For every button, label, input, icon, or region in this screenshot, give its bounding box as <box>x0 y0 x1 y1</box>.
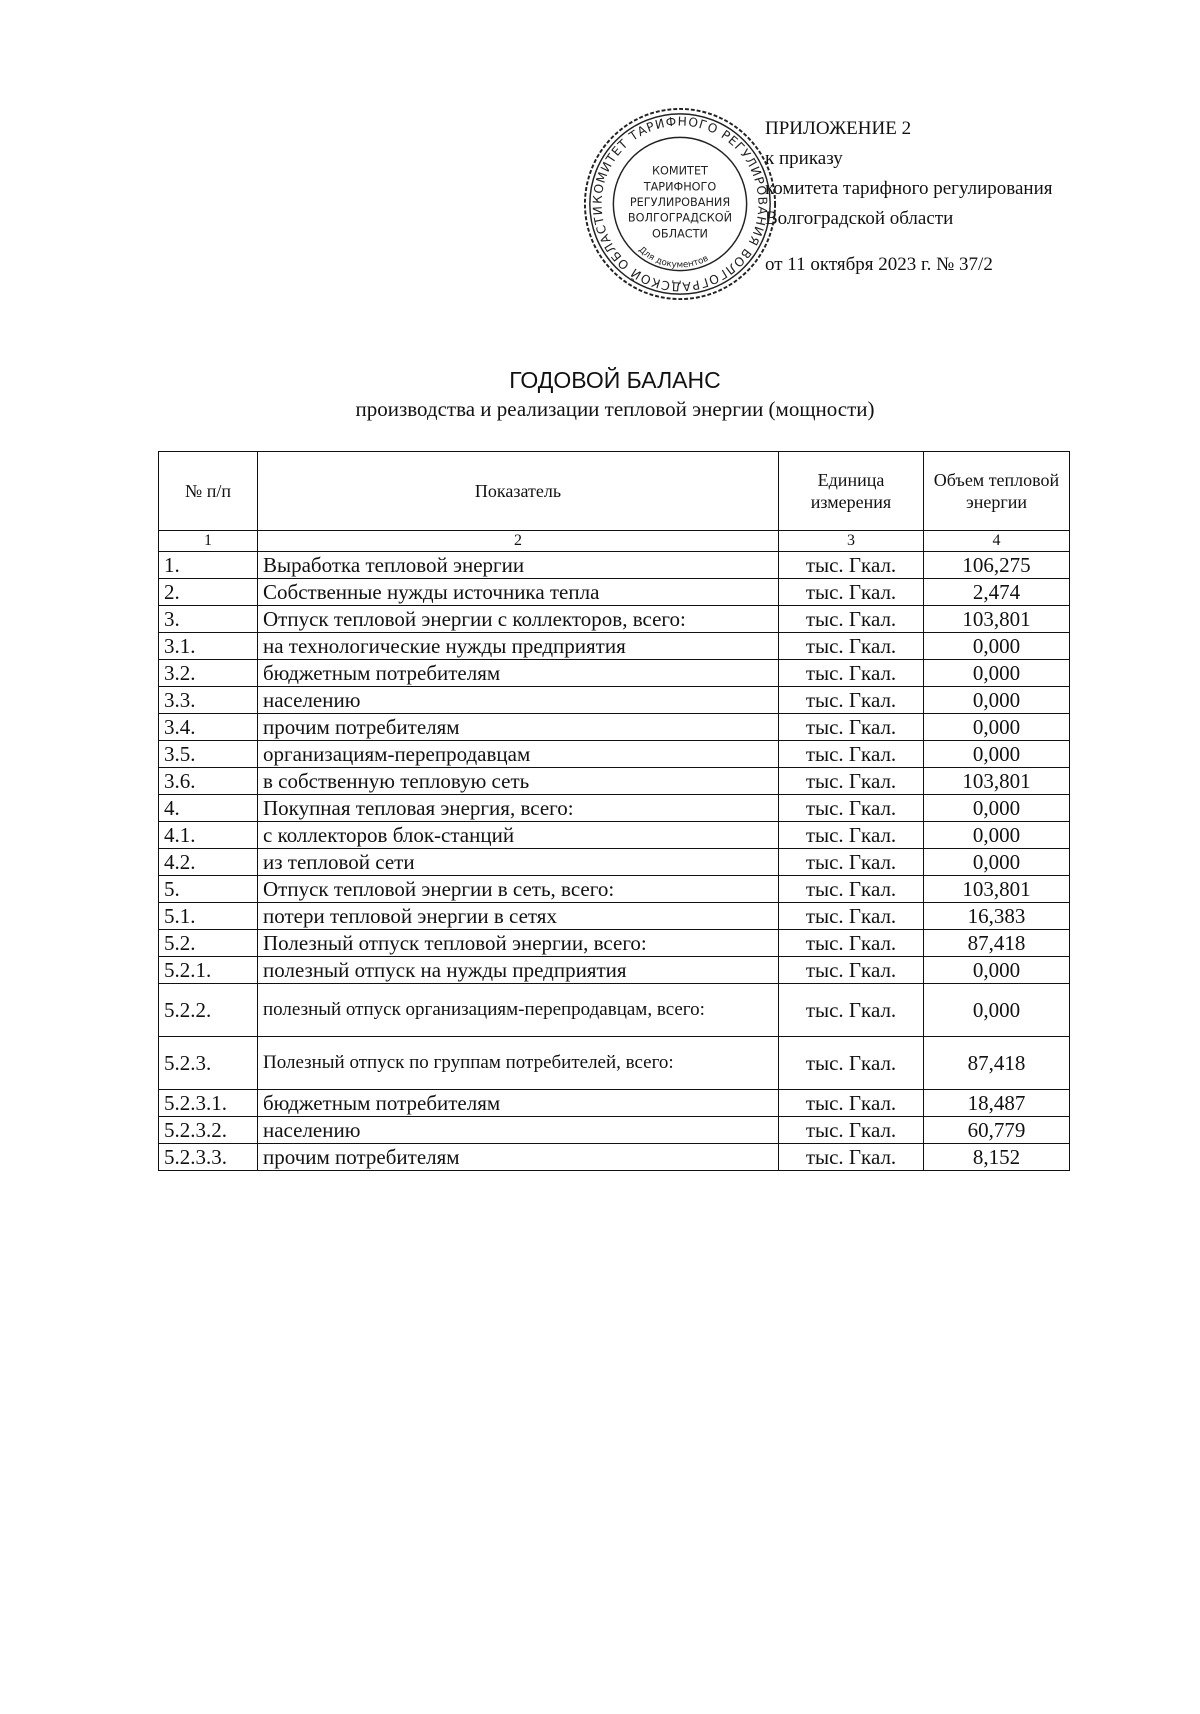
row-indicator: потери тепловой энергии в сетях <box>258 903 779 930</box>
document-title-block <box>0 365 1200 423</box>
row-code: 3.4. <box>159 714 258 741</box>
table-row <box>159 633 1070 660</box>
table-row <box>159 1144 1070 1171</box>
row-indicator: бюджетным потребителям <box>258 1090 779 1117</box>
header-gap <box>765 234 1053 250</box>
header-volume: Объем тепловой энергии <box>924 452 1070 531</box>
seal-line-2: ТАРИФНОГО <box>643 180 717 194</box>
row-code: 5.2.3.2. <box>159 1117 258 1144</box>
table-row <box>159 552 1070 579</box>
row-unit: тыс. Гкал. <box>779 768 924 795</box>
row-unit: тыс. Гкал. <box>779 903 924 930</box>
table-body <box>159 552 1070 1171</box>
seal-for-documents: Для документов <box>636 244 711 271</box>
row-code: 3.1. <box>159 633 258 660</box>
row-value: 0,000 <box>924 984 1070 1037</box>
seal-line-5: ОБЛАСТИ <box>652 227 708 241</box>
table-row <box>159 741 1070 768</box>
row-value: 0,000 <box>924 822 1070 849</box>
row-code: 5.2.1. <box>159 957 258 984</box>
seal-line-4: ВОЛГОГРАДСКОЙ <box>627 211 733 225</box>
seal-line-1: КОМИТЕТ <box>652 164 708 178</box>
row-code: 3.3. <box>159 687 258 714</box>
row-value: 0,000 <box>924 957 1070 984</box>
row-unit: тыс. Гкал. <box>779 1037 924 1090</box>
row-indicator: Отпуск тепловой энергии в сеть, всего: <box>258 876 779 903</box>
row-value: 0,000 <box>924 660 1070 687</box>
row-indicator: прочим потребителям <box>258 714 779 741</box>
row-code: 5.2. <box>159 930 258 957</box>
row-value: 87,418 <box>924 1037 1070 1090</box>
document-subtitle: производства и реализации тепловой энергии (мощности) <box>355 397 875 421</box>
row-code: 5.2.3.1. <box>159 1090 258 1117</box>
row-value: 16,383 <box>924 903 1070 930</box>
row-indicator: организациям-перепродавцам <box>258 741 779 768</box>
row-unit: тыс. Гкал. <box>779 552 924 579</box>
row-code: 5.2.2. <box>159 984 258 1037</box>
row-value: 103,801 <box>924 876 1070 903</box>
row-indicator: Полезный отпуск по группам потребителей, всего: <box>258 1037 779 1090</box>
row-indicator: бюджетным потребителям <box>258 660 779 687</box>
row-indicator: из тепловой сети <box>258 849 779 876</box>
header-indicator: Показатель <box>258 452 779 531</box>
row-unit: тыс. Гкал. <box>779 957 924 984</box>
region-name: Волгоградской области <box>765 208 954 229</box>
header-num: № п/п <box>159 452 258 531</box>
row-code: 3.5. <box>159 741 258 768</box>
row-indicator: Полезный отпуск тепловой энергии, всего: <box>258 930 779 957</box>
seal-line-3: РЕГУЛИРОВАНИЯ <box>629 195 731 209</box>
table-row <box>159 606 1070 633</box>
row-unit: тыс. Гкал. <box>779 930 924 957</box>
row-indicator: с коллекторов блок-станций <box>258 822 779 849</box>
order-reference: к приказу <box>765 148 843 169</box>
row-code: 5.2.3.3. <box>159 1144 258 1171</box>
row-unit: тыс. Гкал. <box>779 633 924 660</box>
appendix-label: ПРИЛОЖЕНИЕ 2 <box>765 118 912 139</box>
row-indicator: населению <box>258 687 779 714</box>
row-indicator: Покупная тепловая энергия, всего: <box>258 795 779 822</box>
column-number-row <box>159 531 1070 552</box>
row-unit: тыс. Гкал. <box>779 606 924 633</box>
table-row <box>159 822 1070 849</box>
row-indicator: Отпуск тепловой энергии с коллекторов, всего: <box>258 606 779 633</box>
row-code: 4.2. <box>159 849 258 876</box>
table-row <box>159 660 1070 687</box>
row-code: 3.2. <box>159 660 258 687</box>
row-value: 106,275 <box>924 552 1070 579</box>
table-row <box>159 903 1070 930</box>
table-header-row <box>159 452 1070 531</box>
svg-text:Для документов <box>636 245 710 270</box>
table-row <box>159 579 1070 606</box>
document-header <box>765 114 1053 280</box>
row-unit: тыс. Гкал. <box>779 849 924 876</box>
order-date-number: от 11 октября 2023 г. № 37/2 <box>765 254 993 275</box>
row-value: 0,000 <box>924 795 1070 822</box>
row-code: 4. <box>159 795 258 822</box>
row-unit: тыс. Гкал. <box>779 660 924 687</box>
row-code: 1. <box>159 552 258 579</box>
row-unit: тыс. Гкал. <box>779 741 924 768</box>
row-code: 3. <box>159 606 258 633</box>
table-row <box>159 930 1070 957</box>
row-value: 8,152 <box>924 1144 1070 1171</box>
row-indicator: прочим потребителям <box>258 1144 779 1171</box>
table-row <box>159 957 1070 984</box>
row-unit: тыс. Гкал. <box>779 1090 924 1117</box>
table-row <box>159 768 1070 795</box>
row-indicator: полезный отпуск на нужды предприятия <box>258 957 779 984</box>
row-code: 5.1. <box>159 903 258 930</box>
row-indicator: на технологические нужды предприятия <box>258 633 779 660</box>
row-unit: тыс. Гкал. <box>779 1117 924 1144</box>
row-value: 0,000 <box>924 849 1070 876</box>
row-value: 103,801 <box>924 606 1070 633</box>
heat-balance-table <box>158 451 1070 1171</box>
row-unit: тыс. Гкал. <box>779 822 924 849</box>
row-value: 103,801 <box>924 768 1070 795</box>
document-title: ГОДОВОЙ БАЛАНС <box>509 367 721 393</box>
row-value: 0,000 <box>924 633 1070 660</box>
row-indicator: Собственные нужды источника тепла <box>258 579 779 606</box>
table-row <box>159 687 1070 714</box>
table-row <box>159 714 1070 741</box>
row-code: 2. <box>159 579 258 606</box>
row-value: 2,474 <box>924 579 1070 606</box>
committee-name: комитета тарифного регулирования <box>765 178 1053 199</box>
column-number: 2 <box>258 531 779 552</box>
table-row <box>159 1117 1070 1144</box>
row-indicator: Выработка тепловой энергии <box>258 552 779 579</box>
official-seal-icon <box>582 106 778 302</box>
header-unit: Единица измерения <box>779 452 924 531</box>
table-row <box>159 1090 1070 1117</box>
row-code: 5. <box>159 876 258 903</box>
row-code: 4.1. <box>159 822 258 849</box>
row-indicator: полезный отпуск организациям-перепродавцам, всего: <box>258 984 779 1037</box>
row-unit: тыс. Гкал. <box>779 795 924 822</box>
row-unit: тыс. Гкал. <box>779 876 924 903</box>
row-value: 0,000 <box>924 714 1070 741</box>
table-row <box>159 795 1070 822</box>
table-row <box>159 984 1070 1037</box>
column-number: 4 <box>924 531 1070 552</box>
row-indicator: населению <box>258 1117 779 1144</box>
table-row <box>159 876 1070 903</box>
column-number: 1 <box>159 531 258 552</box>
row-code: 5.2.3. <box>159 1037 258 1090</box>
row-unit: тыс. Гкал. <box>779 579 924 606</box>
row-value: 0,000 <box>924 687 1070 714</box>
row-unit: тыс. Гкал. <box>779 984 924 1037</box>
row-value: 60,779 <box>924 1117 1070 1144</box>
row-code: 3.6. <box>159 768 258 795</box>
row-value: 18,487 <box>924 1090 1070 1117</box>
row-unit: тыс. Гкал. <box>779 714 924 741</box>
row-indicator: в собственную тепловую сеть <box>258 768 779 795</box>
row-unit: тыс. Гкал. <box>779 687 924 714</box>
row-unit: тыс. Гкал. <box>779 1144 924 1171</box>
table-row <box>159 849 1070 876</box>
row-value: 87,418 <box>924 930 1070 957</box>
table-row <box>159 1037 1070 1090</box>
row-value: 0,000 <box>924 741 1070 768</box>
column-number: 3 <box>779 531 924 552</box>
seal-ring-text: КОМИТЕТ ТАРИФНОГО РЕГУЛИРОВАНИЯ ВОЛГОГРАДСКОЙ ОБЛАСТИ <box>590 114 770 294</box>
